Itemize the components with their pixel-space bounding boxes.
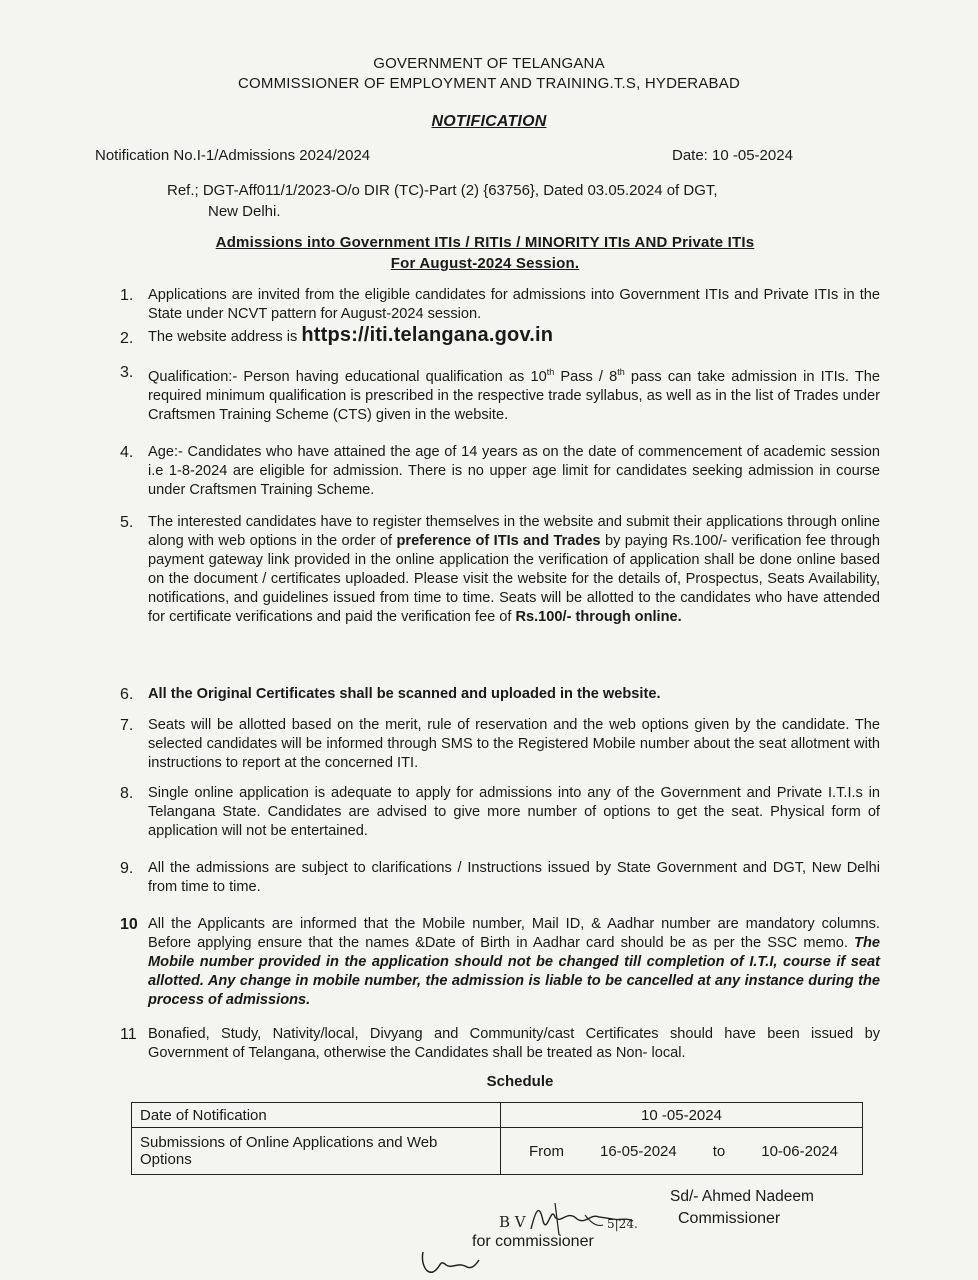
notification-title: NOTIFICATION — [431, 113, 547, 130]
department-name: COMMISSIONER OF EMPLOYMENT AND TRAINING.T.S, HYDERABAD — [238, 75, 740, 92]
notification-date: Date: 10 -05-2024 — [672, 147, 793, 164]
item-text: Age:- Candidates who have attained the age of 14 years as on the date of commencement of academic session i.e 1-8-2024 are eligible for admission. There is no upper age limit for candidates seeking admission in course under Craftsmen Training Scheme. — [148, 444, 880, 498]
list-item-4 — [120, 443, 880, 500]
to-label: to — [712, 1142, 726, 1160]
item-number: 5. — [120, 514, 134, 531]
item-number: 9. — [120, 860, 134, 877]
list-item-9 — [120, 859, 880, 897]
list-item-3 — [120, 363, 880, 425]
from-label: From — [529, 1142, 564, 1160]
list-item-5 — [120, 513, 880, 627]
item-text: All the Applicants are informed that the Mobile number, Mail ID, & Aadhar number are mandatory columns. Before applying ensure that the names &Date of Birth in Aadhar card should be as per the SSC memo. The Mobile number provided in the application should not be changed till completion of I.T.I, course if seat allotted. Any change in mobile number, the admission is liable to be cancelled at any instance during the process of admissions. — [148, 916, 880, 1008]
item-text: All the admissions are subject to clarifications / Instructions issued by State Government and DGT, New Delhi from time to time. — [148, 860, 880, 895]
item-number: 2. — [120, 330, 134, 347]
end-date: 10-06-2024 — [761, 1142, 838, 1160]
item-text: All the Original Certificates shall be scanned and uploaded in the website. — [148, 686, 661, 702]
item-number: 8. — [120, 785, 134, 802]
item-number: 11 — [120, 1026, 137, 1043]
reference-line-1: Ref.; DGT-Aff011/1/2023-O/o DIR (TC)-Part (2) {63756}, Dated 03.05.2024 of DGT, — [167, 182, 718, 199]
item-text: Applications are invited from the eligible candidates for admissions into Government ITIs and Private ITIs in the State under NCVT pattern for August-2024 session. — [148, 287, 880, 322]
item-text: The website address is — [148, 329, 302, 345]
subject-line-2: For August-2024 Session. — [390, 255, 580, 272]
item-text: Qualification:- Person having educational qualification as 10th Pass / 8th pass can take admission in ITIs. The required minimum qualification is prescribed in the respective trade syllabus, as well as in the list of Trades under Craftsmen Training Scheme (CTS) given in the website. — [148, 367, 881, 423]
website-url[interactable]: https://iti.telangana.gov.in — [301, 324, 554, 346]
govt-name: GOVERNMENT OF TELANGANA — [373, 55, 605, 72]
table-row — [132, 1103, 863, 1128]
subject-line-1: Admissions into Government ITIs / RITIs / MINORITY ITIs AND Private ITIs — [215, 234, 755, 251]
item-number: 1. — [120, 287, 134, 304]
list-item-8 — [120, 784, 880, 841]
schedule-value: 10 -05-2024 — [501, 1103, 863, 1128]
partial-signature — [415, 1248, 485, 1280]
item-text: Bonafied, Study, Nativity/local, Divyang and Community/cast Certificates should have been issued by Government of Telangana, otherwise the Candidates shall be treated as Non- local. — [148, 1026, 880, 1061]
item-number: 6. — [120, 686, 134, 703]
item-text: Single online application is adequate to apply for admissions into any of the Government and Private I.T.I.s in Telangana State. Candidates are advised to give more number of options to get the seat. Physical form of application will not be entertained. — [148, 785, 880, 839]
reference-line-2: New Delhi. — [208, 203, 281, 220]
item-number: 4. — [120, 444, 134, 461]
item-text: Seats will be allotted based on the merit, rule of reservation and the web options given by the candidate. The selected candidates will be informed through SMS to the Registered Mobile number about the seat allotment with instructions to report at the concerned ITI. — [148, 717, 880, 771]
signatory-name: Sd/- Ahmed Nadeem — [670, 1188, 814, 1205]
item-number: 10 — [120, 916, 138, 933]
schedule-value — [501, 1128, 863, 1175]
schedule-title: Schedule — [486, 1073, 554, 1090]
list-item-10 — [120, 915, 880, 1010]
list-item-1 — [120, 286, 880, 324]
item-number: 7. — [120, 717, 134, 734]
schedule-label: Date of Notification — [132, 1103, 501, 1128]
table-row — [132, 1128, 863, 1175]
signatory-role: Commissioner — [678, 1210, 781, 1227]
svg-text:5|24.: 5|24. — [607, 1217, 638, 1231]
svg-text:B V: B V — [499, 1213, 526, 1231]
list-item-2 — [120, 326, 880, 347]
list-item-11 — [120, 1025, 880, 1063]
schedule-label: Submissions of Online Applications and Web Options — [132, 1128, 501, 1175]
list-item-6 — [120, 685, 880, 704]
item-number: 3. — [120, 364, 134, 381]
item-text: The interested candidates have to register themselves in the website and submit their applications through online along with web options in the order of preference of ITIs and Trades by paying Rs.100/- verification fee through payment gateway link provided in the online application the verification of application shall be done online based on the document / certificates uploaded. Please visit the website for the details of, Prospectus, Seats Availability, notifications, and guidelines issued from time to time. Seats will be allotted to the candidates who have attended for certificate verifications and paid the verification fee of Rs.100/- through online. — [148, 514, 880, 625]
for-commissioner-label: for commissioner — [472, 1233, 594, 1250]
notification-number: Notification No.I-1/Admissions 2024/2024 — [95, 147, 371, 164]
list-item-7 — [120, 716, 880, 773]
start-date: 16-05-2024 — [600, 1142, 677, 1160]
schedule-table — [131, 1102, 863, 1175]
